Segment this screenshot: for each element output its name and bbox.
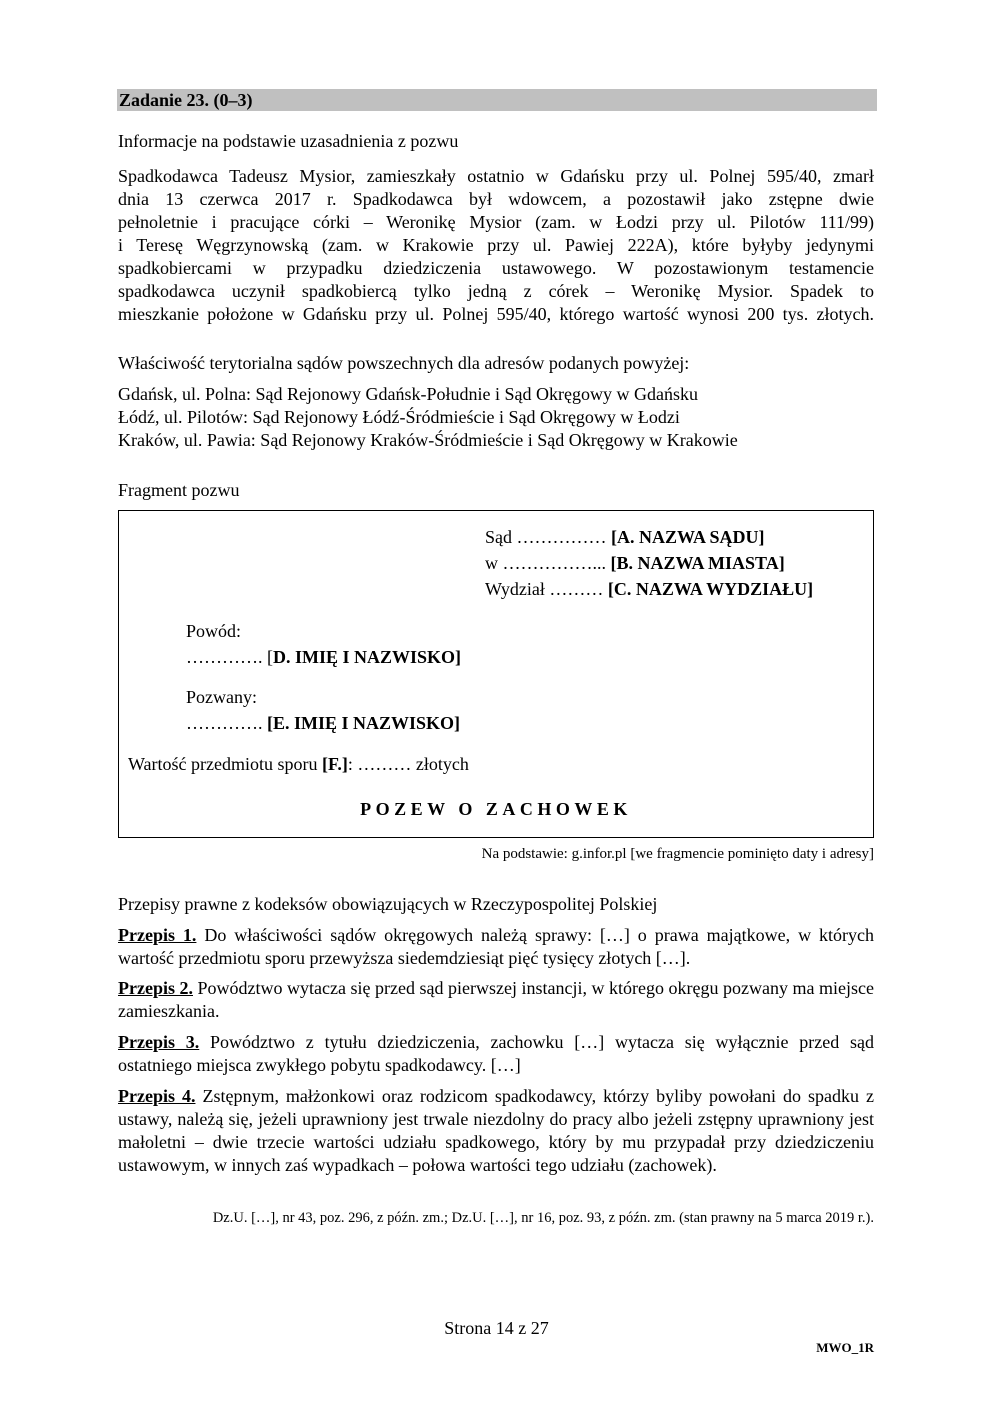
city-line [485,550,785,576]
fragment-heading: Fragment pozwu [118,480,240,500]
law-item [118,1031,874,1077]
defendant-line [186,710,460,736]
law-item [118,924,874,970]
jurisdiction-line: Gdańsk, ul. Polna: Sąd Rejonowy Gdańsk-Południe i Sąd Okręgowy w Gdańsku [118,384,698,404]
plaintiff-prefix: …………. [ [186,647,273,667]
court-prefix: Sąd …………… [485,527,611,547]
defendant-heading: Pozwany: [186,687,257,707]
court-label: [A. NAZWA SĄDU] [611,527,765,547]
law-label: Przepis 2. [118,978,193,998]
law-text: Zstępnym, małżonkowi oraz rodzicom spadkodawcy, którzy byliby powołani do spadku z ustawy, należą się, jeżeli uprawniony jest trwale niezdolny do pracy albo jeżeli zstępny uprawniony jest małoletni – dwie trzecie wartości udziału spadkowego, który by mu przypadał przy dziedziczeniu ustawowym, w innych zaś wypadkach – połowa wartości tego udziału (zachowek). [118,1086,874,1175]
plaintiff-heading: Powód: [186,621,242,641]
law-label: Przepis 3. [118,1032,200,1052]
dispute-value-prefix: Wartość przedmiotu sporu [128,754,323,774]
defendant-label: [E. IMIĘ I NAZWISKO] [267,713,461,733]
jurisdiction-line: Kraków, ul. Pawia: Sąd Rejonowy Kraków-Śródmieście i Sąd Okręgowy w Krakowie [118,430,738,450]
law-text: Powództwo wytacza się przed sąd pierwszej instancji, w którego okręgu pozwany ma miejsce zamieszkania. [118,978,874,1021]
lawsuit-title: POZEW O ZACHOWEK [360,799,632,819]
exam-code: MWO_1R [816,1340,874,1355]
intro-paragraph [118,165,874,326]
intro-line: dnia 13 czerwca 2017 r. Spadkodawca był wdowcem, a pozostawił jako zstępne dwie [118,189,874,209]
intro-line: spadkodawca uczynił spadkobiercą tylko jedną z córek – Weronikę Mysior. Spadek to [118,281,874,301]
dispute-value-line [128,751,469,777]
intro-line: spadkobiercami w przypadku dziedziczenia ustawowego. W pozostawionym testamencie [118,258,874,278]
intro-line: mieszkanie położone w Gdańsku przy ul. Polnej 595/40, którego wartość wynosi 200 tys. złotych. [118,304,874,324]
defendant-prefix: …………. [186,713,267,733]
law-item [118,977,874,1023]
law-text: Powództwo z tytułu dziedziczenia, zachowku […] wytacza się wyłącznie przed sąd ostatniego miejsca zwykłego pobytu spadkodawcy. […] [118,1032,874,1075]
department-label: [C. NAZWA WYDZIAŁU] [607,579,814,599]
law-item [118,1085,874,1177]
jurisdiction-list [118,383,874,452]
jurisdiction-line: Łódź, ul. Pilotów: Sąd Rejonowy Łódź-Śródmieście i Sąd Okręgowy w Łodzi [118,407,680,427]
department-prefix: Wydział ……… [485,579,608,599]
court-line [485,524,765,550]
page-number: Strona 14 z 27 [444,1318,549,1338]
dispute-value-suffix: : ……… złotych [347,754,469,774]
plaintiff-label: D. IMIĘ I NAZWISKO] [273,647,462,667]
intro-line: pełnoletnie i pracujące córki – Weronikę Mysior (zam. w Łodzi przy ul. Pilotów 111/99) [118,212,874,232]
dispute-value-label: [F.] [322,754,348,774]
lawsuit-fragment-box [118,510,874,838]
task-header: Zadanie 23. (0–3) [117,89,877,111]
laws-heading: Przepisy prawne z kodeksów obowiązujących w Rzeczypospolitej Polskiej [118,894,658,914]
law-text: Do właściwości sądów okręgowych należą sprawy: […] o prawa majątkowe, w których wartość przedmiotu sporu przewyższa siedemdziesiąt pięć tysięcy złotych […]. [118,925,874,968]
intro-heading: Informacje na podstawie uzasadnienia z pozwu [118,131,459,151]
jurisdiction-heading: Właściwość terytorialna sądów powszechnych dla adresów podanych powyżej: [118,353,690,373]
city-prefix: w ……………... [485,553,611,573]
department-line [485,576,813,602]
city-label: [B. NAZWA MIASTA] [610,553,785,573]
intro-line: i Teresę Węgrzynowską (zam. w Krakowie przy ul. Pawiej 222A), które byłyby jedynymi [118,235,874,255]
legal-footnote: Dz.U. […], nr 43, poz. 296, z późn. zm.; Dz.U. […], nr 16, poz. 93, z późn. zm. (stan prawny na 5 marca 2019 r.). [212,1210,874,1226]
law-label: Przepis 4. [118,1086,196,1106]
intro-line: Spadkodawca Tadeusz Mysior, zamieszkały ostatnio w Gdańsku przy ul. Polnej 595/40, zmarł [118,166,874,186]
plaintiff-line [186,644,461,670]
source-note: Na podstawie: g.infor.pl [we fragmencie pominięto daty i adresy] [481,846,874,862]
law-label: Przepis 1. [118,925,197,945]
